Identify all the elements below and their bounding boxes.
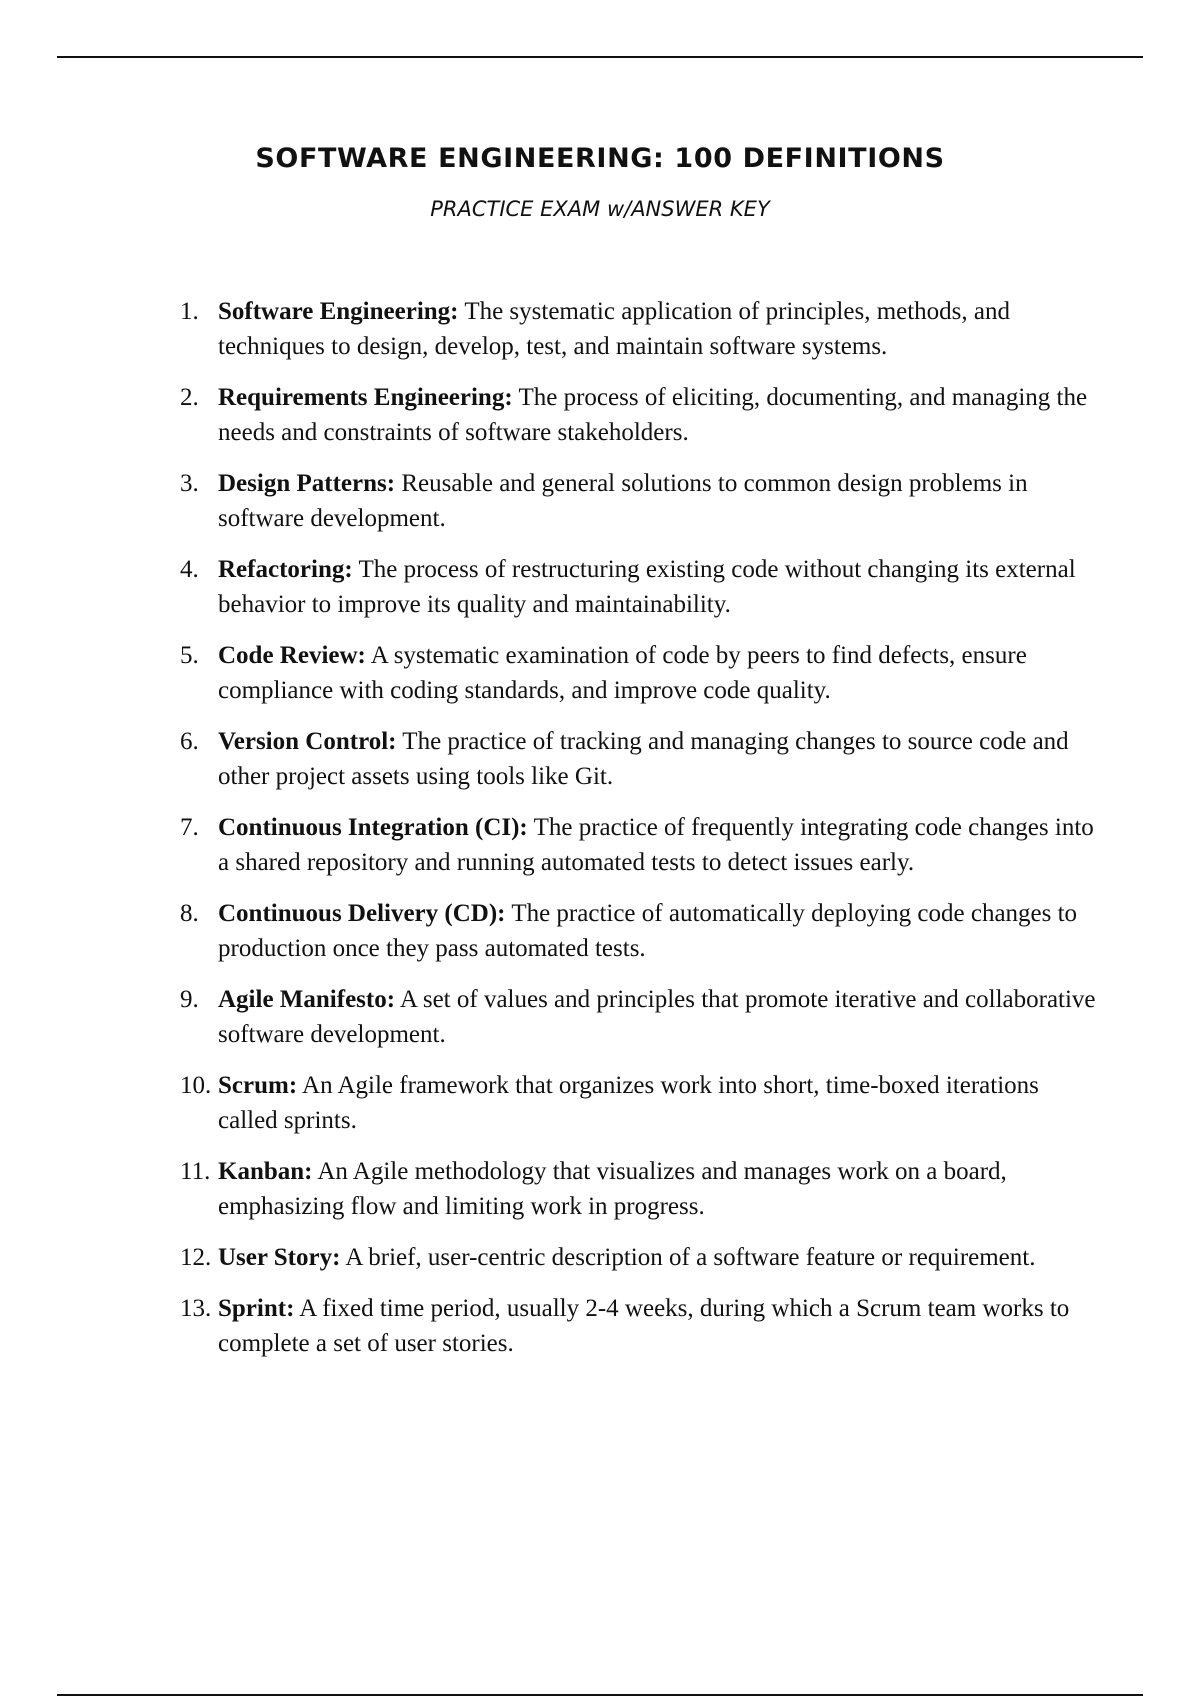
page-subtitle: PRACTICE EXAM w/ANSWER KEY [430,197,770,221]
item-definition: A set of values and principles that promote iterative and collaborative software development. [218,986,1096,1048]
item-term: Kanban: [218,1158,313,1185]
item-number: 7. [180,814,199,841]
item-term: Refactoring: [218,556,353,583]
item-number: 11. [180,1158,211,1185]
page-title: SOFTWARE ENGINEERING: 100 DEFINITIONS [255,143,945,174]
item-term: Continuous Integration (CI): [218,814,528,841]
item-number: 6. [180,728,199,755]
item-definition: The practice of frequently integrating code changes into a shared repository and running automated tests to detect issues early. [218,814,1094,876]
list-item [180,638,1100,708]
list-item [180,380,1100,450]
item-number: 5. [180,642,199,669]
item-definition: The process of eliciting, documenting, and managing the needs and constraints of software stakeholders. [218,384,1088,446]
item-definition: An Agile framework that organizes work into short, time-boxed iterations called sprints. [218,1072,1039,1134]
item-definition: The practice of automatically deploying code changes to production once they pass automated tests. [218,900,1078,962]
item-term: Agile Manifesto: [218,986,396,1013]
item-term: Continuous Delivery (CD): [218,900,506,927]
list-item [180,294,1100,364]
item-definition: An Agile methodology that visualizes and manages work on a board, emphasizing flow and limiting work in progress. [218,1158,1007,1220]
item-term: Sprint: [218,1295,295,1322]
top-divider [57,56,1143,58]
list-item [180,1240,1100,1275]
item-term: Scrum: [218,1072,298,1099]
list-item [180,896,1100,966]
item-number: 3. [180,470,199,497]
list-item [180,724,1100,794]
item-definition: The process of restructuring existing code without changing its external behavior to improve its quality and maintainability. [218,556,1076,618]
item-number: 1. [180,298,199,325]
item-number: 2. [180,384,199,411]
list-item [180,466,1100,536]
item-term: Requirements Engineering: [218,384,513,411]
list-item [180,1154,1100,1224]
list-item [180,1068,1100,1138]
item-term: Code Review: [218,642,366,669]
list-item [180,1291,1100,1361]
list-item [180,552,1100,622]
item-term: Software Engineering: [218,298,459,325]
item-number: 13. [180,1295,212,1322]
bottom-divider [57,1694,1143,1696]
item-definition: Reusable and general solutions to common design problems in software development. [218,470,1028,532]
item-number: 12. [180,1244,212,1271]
list-item [180,982,1100,1052]
item-number: 4. [180,556,199,583]
item-term: Design Patterns: [218,470,396,497]
item-definition: A fixed time period, usually 2-4 weeks, during which a Scrum team works to complete a set of user stories. [218,1295,1070,1357]
item-term: Version Control: [218,728,397,755]
item-definition: A systematic examination of code by peers to find defects, ensure compliance with coding standards, and improve code quality. [218,642,1027,704]
item-definition: A brief, user-centric description of a software feature or requirement. [345,1244,1036,1271]
list-item [180,810,1100,880]
item-definition: The systematic application of principles, methods, and techniques to design, develop, test, and maintain software systems. [218,298,1011,360]
definition-list [180,294,1100,1377]
item-number: 9. [180,986,199,1013]
item-definition: The practice of tracking and managing changes to source code and other project assets using tools like Git. [218,728,1069,790]
item-term: User Story: [218,1244,341,1271]
item-number: 10. [180,1072,212,1099]
item-number: 8. [180,900,199,927]
